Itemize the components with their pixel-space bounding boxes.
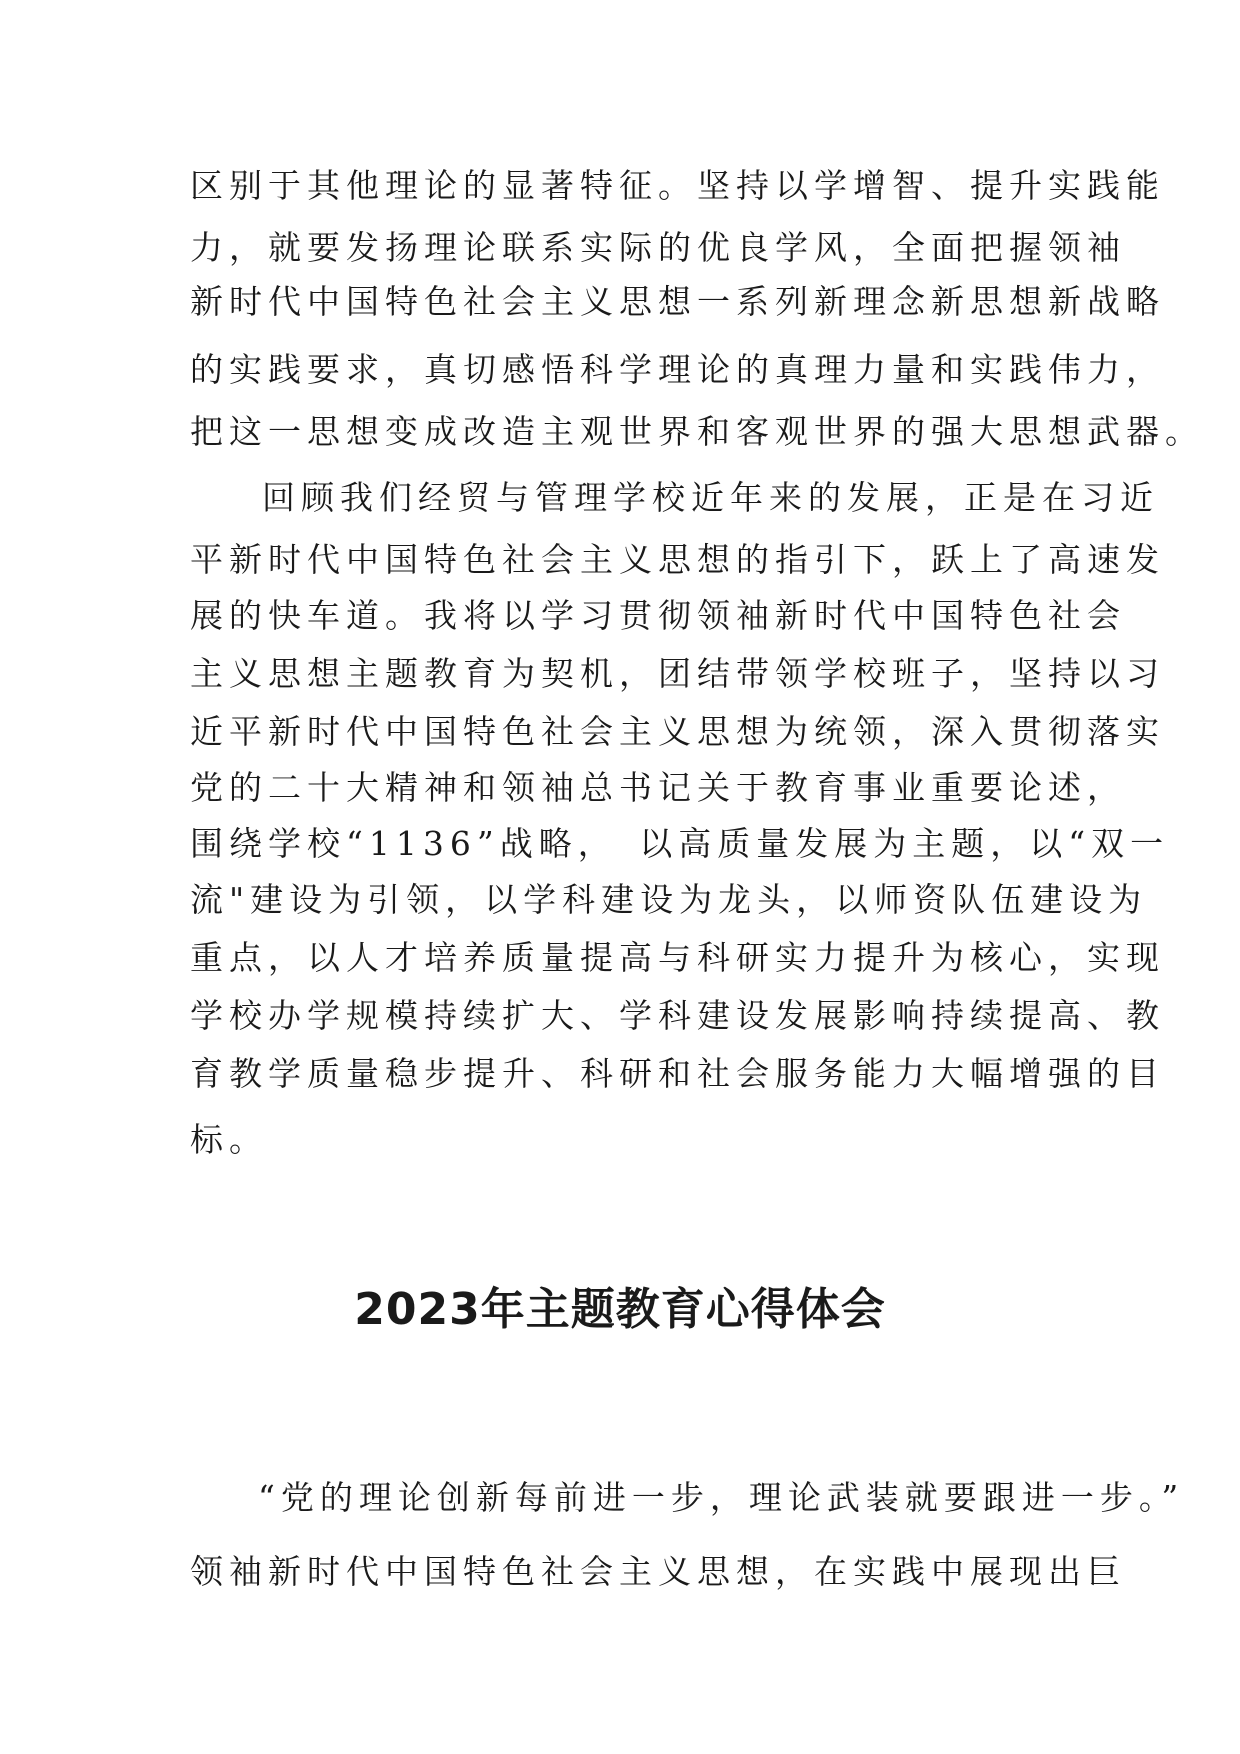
text-line: 平新时代中国特色社会主义思想的指引下，跃上了高速发 <box>190 540 1165 579</box>
text-line: 展的快车道。我将以学习贯彻领袖新时代中国特色社会 <box>190 596 1126 635</box>
text-line: 学校办学规模持续扩大、学科建设发展影响持续提高、教 <box>190 996 1165 1035</box>
text-line: 近平新时代中国特色社会主义思想为统领，深入贯彻落实 <box>190 712 1165 751</box>
text-line: 把这一思想变成改造主观世界和客观世界的强大思想武器。 <box>190 412 1204 451</box>
text-line: 领袖新时代中国特色社会主义思想，在实践中展现出巨 <box>190 1552 1126 1591</box>
text-line: 重点，以人才培养质量提高与科研实力提升为核心，实现 <box>190 938 1165 977</box>
text-line: 区别于其他理论的显著特征。坚持以学增智、提升实践能 <box>190 166 1165 205</box>
text-line: 的实践要求，真切感悟科学理论的真理力量和实践伟力， <box>190 350 1165 389</box>
text-line: 育教学质量稳步提升、科研和社会服务能力大幅增强的目 <box>190 1054 1165 1093</box>
text-line: 党的二十大精神和领袖总书记关于教育事业重要论述， <box>190 768 1126 807</box>
text-line: 标。 <box>190 1120 268 1159</box>
text-line: 围绕学校“1136”战略， 以高质量发展为主题，以“双一 <box>190 824 1170 863</box>
text-line: 力，就要发扬理论联系实际的优良学风，全面把握领袖 <box>190 228 1126 267</box>
text-line: 流"建设为引领，以学科建设为龙头，以师资队伍建设为 <box>190 880 1148 919</box>
text-line: 回顾我们经贸与管理学校近年来的发展，正是在习近 <box>262 478 1159 517</box>
text-line: “党的理论创新每前进一步，理论武装就要跟进一步。” <box>258 1478 1185 1517</box>
text-line: 主义思想主题教育为契机，团结带领学校班子，坚持以习 <box>190 654 1165 693</box>
section-title: 2023年主题教育心得体会 <box>354 1284 886 1335</box>
text-line: 新时代中国特色社会主义思想一系列新理念新思想新战略 <box>190 282 1165 321</box>
